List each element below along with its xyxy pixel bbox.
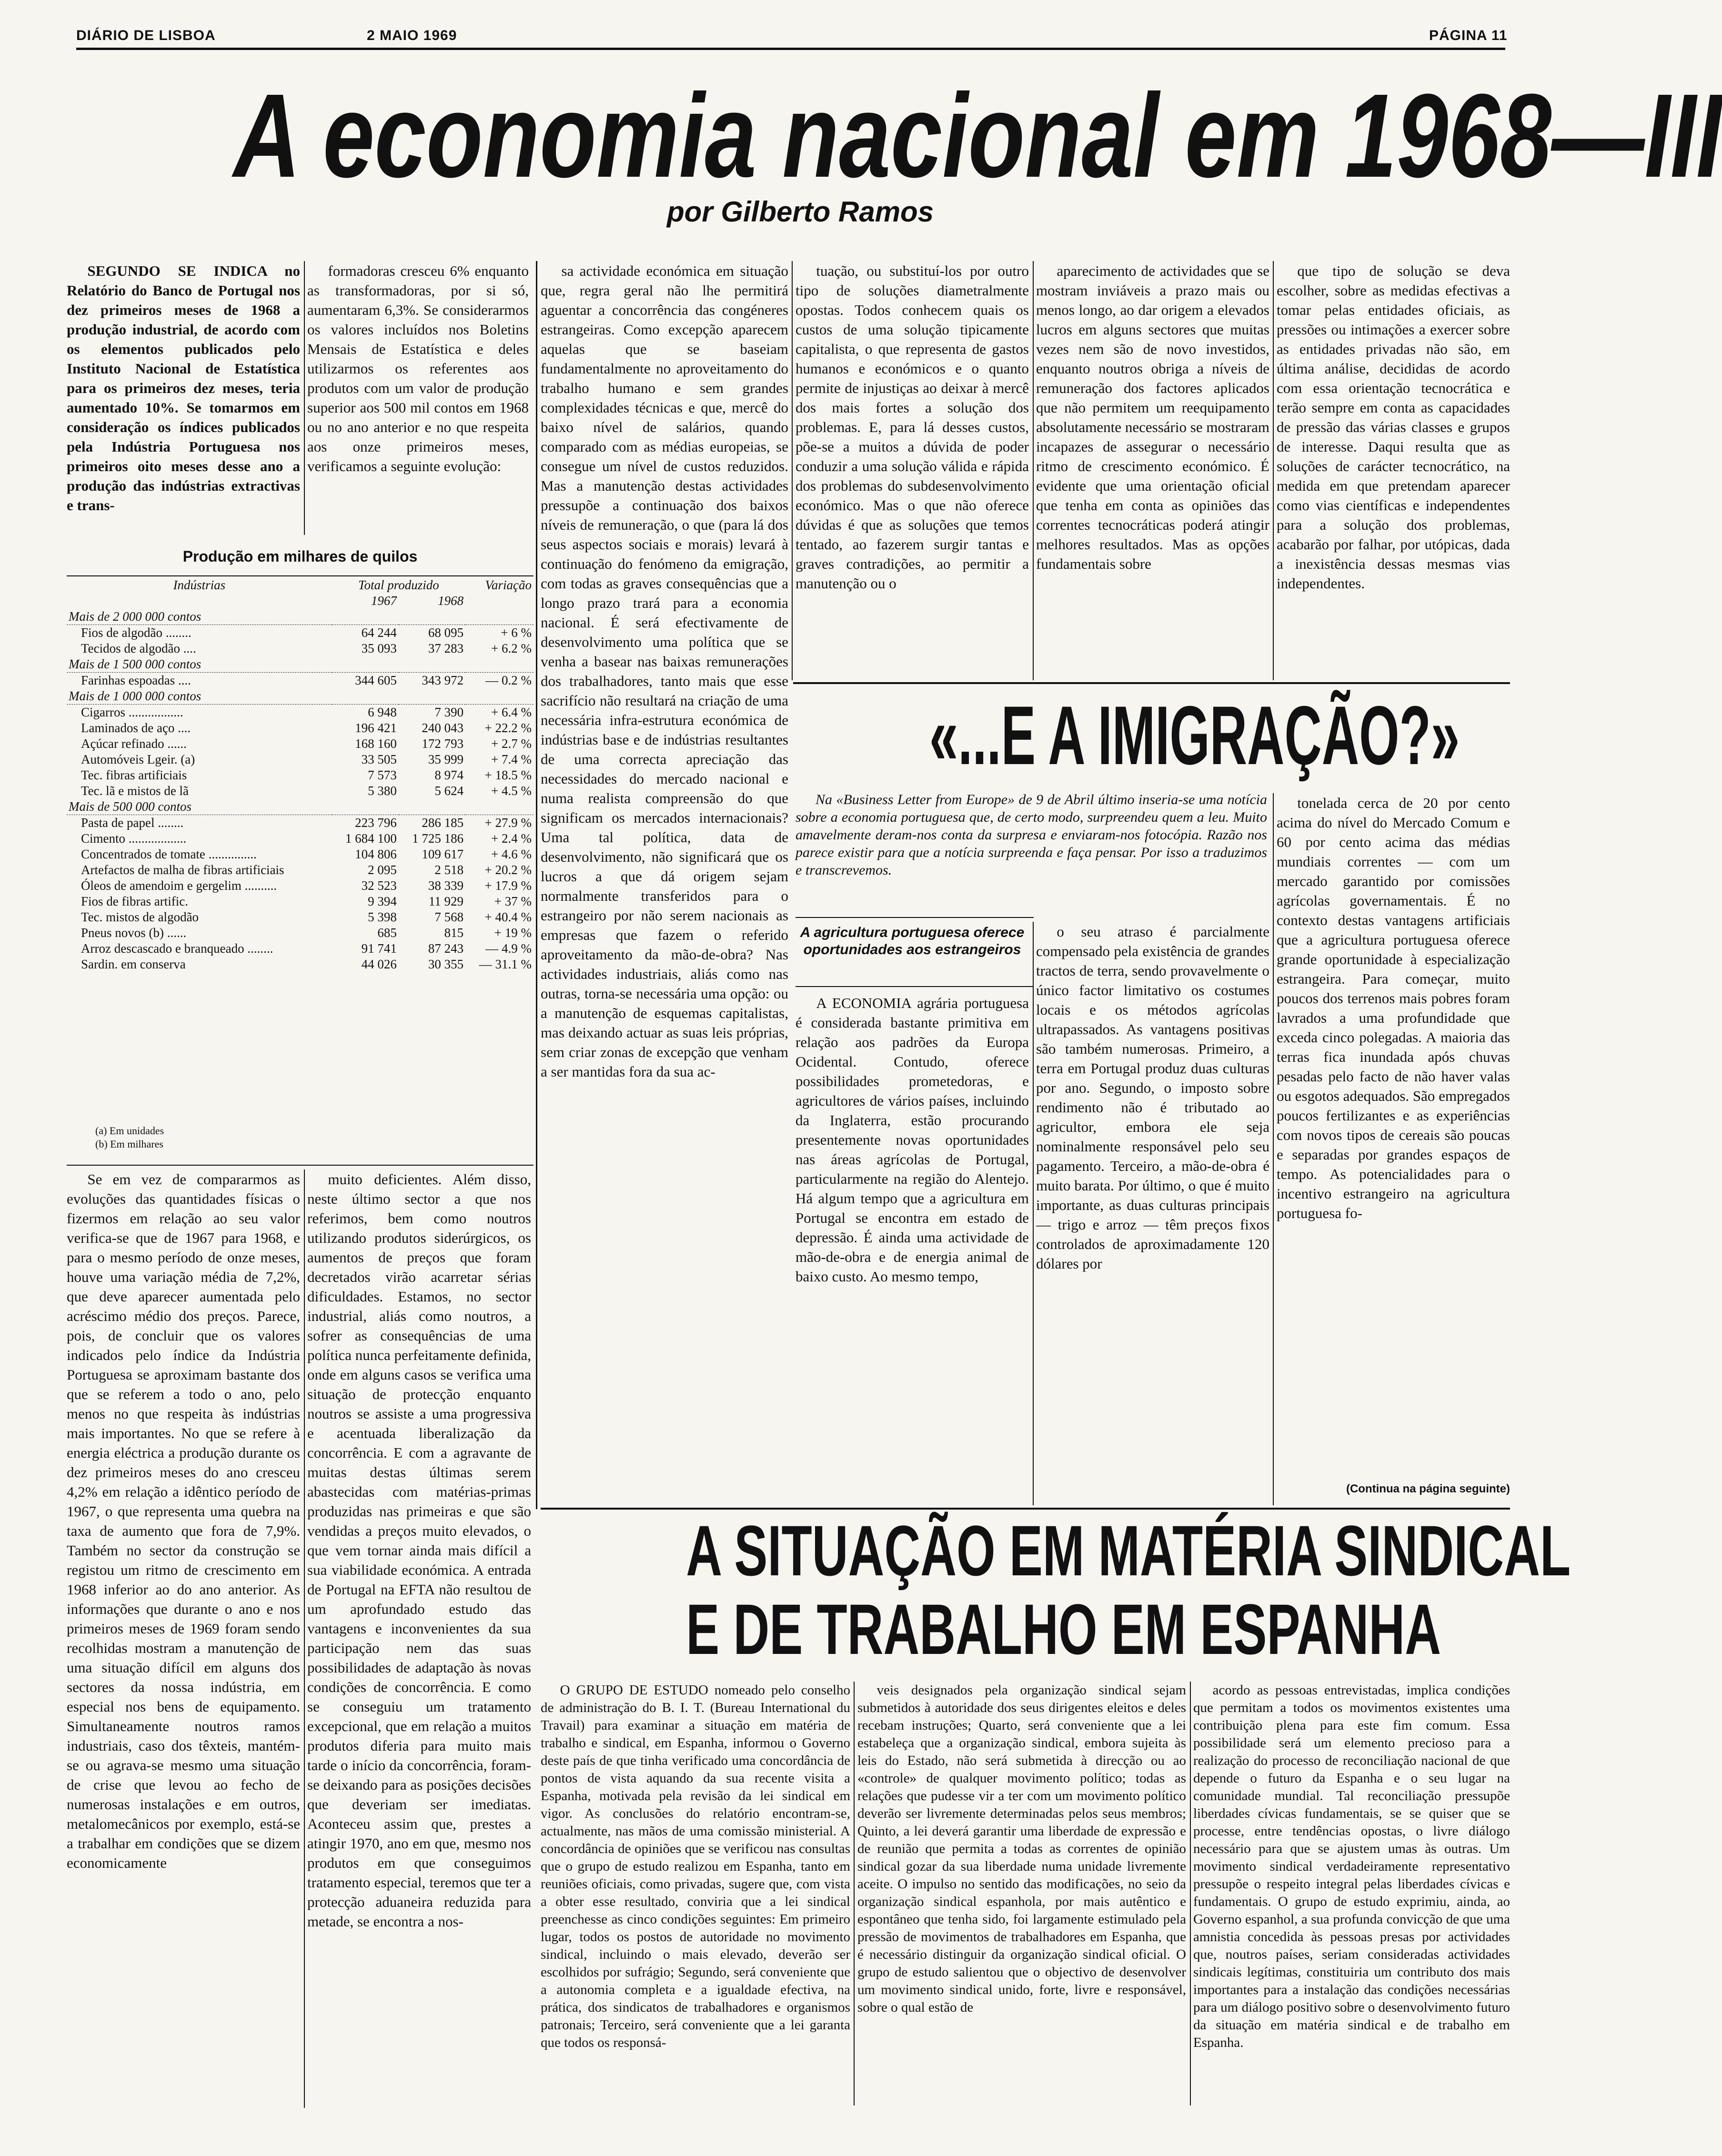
table-cell-label: Cimento ..................: [81, 831, 187, 846]
table-cell-label: Laminados de aço ....: [81, 721, 191, 735]
article1-col5: aparecimento de actividades que se mostram inviáveis a prazo mais ou menos longo, ao dar origem a elevados lucros em alguns sectores que muitas vezes nem são de novo investidos, enquanto noutros obriga a níveis de remuneração dos factores aplicados que não permitem um reequipamento absolutamente necessário se mostraram incapazes de assegurar o necessário ritmo de crescimento económico. É evidente que uma orientação oficial que tenha em conta as opiniões das correntes tecnocráticas poderá atingir melhores resultados. Mas as opções fundamentais sobre: [1036, 262, 1269, 572]
article1-col6: que tipo de solução se deva escolher, sobre as medidas efectivas a tomar pelas entidades oficiais, as pressões ou intimações a exercer sobre as entidades privadas não são, em última análise, decididas de acordo com essa orientação tecnocrática e terão sempre em conta as capacidades de pressão das várias classes e grupos de interesse. Daqui resulta que as soluções de carácter tecnocrático, na medida em que pretendam aparecer como vias científicas e independentes para a solução dos problemas, acabarão por falhar, por utópicas, dada a inexistência dessas mesmas vias independentes.: [1277, 262, 1510, 592]
table-row: [67, 705, 534, 721]
article1-col2b: muito deficientes. Além disso, neste último sector a que nos referimos, bem como noutros utilizando produtos siderúrgicos, os aumentos de preços que foram decretados virão acarretar sérias dificuldades. Estamos, no sector industrial, aliás como noutros, a sofrer as consequências de uma política nunca perfeitamente definida, onde em alguns casos se verifica uma situação de protecção enquanto noutros se assiste a uma progressiva e acentuada liberalização da concorrência. E com a agravante de muitas destas últimas serem abastecidas com matérias-primas produzidas nas primeiras e que são vendidas a preços muito elevados, o que vem tornar ainda mais difícil a sua viabilidade económica. A entrada de Portugal na EFTA não resultou de um aprofundado estudo das vantagens e inconvenientes da sua participação nem das suas possibilidades de adaptação às novas condições de concorrência. E como se conseguiu um tratamento excepcional, que em relação a muitos produtos diferia para muito mais tarde o início da concorrência, foram-se deixando para as posições decisões que deveriam ser imediatas. Aconteceu assim que, prestes a atingir 1970, ano em que, mesmo nos produtos em que conseguimos tratamento especial, teremos que ter a protecção aduaneira reduzida para metade, se encontra a nos-: [307, 1171, 531, 1930]
article2-col3: tonelada cerca de 20 por cento acima do nível do Mercado Comum e 60 por cento acima das médias mundiais correntes — com um mercado garantido por comissões agrícolas governamentais. É no contexto destas vantagens artificiais que a agricultura portuguesa oferece grande oportunidade à especialização estrangeira. Para começar, muito poucos dos terrenos mais pobres foram lavrados a uma profundidade que exceda cinco polegadas. A maioria das terras fica inundada após chuvas pesadas pelo facto de não haver valas ou esgotos adequados. São empregados poucos fertilizantes e as experiências com novos tipos de cereais são poucas e separadas por grandes espaços de tempo. As potencialidades para o incentivo estrangeiro na agricultura portuguesa fo-: [1277, 795, 1510, 1221]
article1-col4: tuação, ou substituí-los por outro tipo de soluções diametralmente opostas. Todos conhecem quais os custos de uma solução tipicamente capitalista, o que representa de gastos humanos e económicos e o quanto permite de injustiças ao deixar à mercê dos mais fortes a solução dos problemas. E, para lá desses custos, põe-se a muitos a dúvida de poder conduzir a uma solução válida e rápida dos problemas do subdesenvolvimento económico. Mas o que não oferece dúvidas é que as soluções que temos tentado, ao fazerem surgir tantas e graves contradições, ao permitir a manutenção ou o: [796, 262, 1029, 592]
table-cell-1968: 2 518: [434, 863, 464, 877]
table-note-a: (a) Em unidades: [95, 1125, 164, 1137]
table-cell-variacao: + 37 %: [494, 894, 532, 908]
table-cell-label: Tecidos de algodão ....: [81, 641, 196, 655]
table-cell-1967: 44 026: [361, 957, 397, 971]
table-cell-label: Açúcar refinado ......: [81, 736, 187, 751]
table-cell-1967: 196 421: [355, 721, 397, 735]
table-cell-1968: 5 624: [434, 784, 464, 798]
table-cell-1967: 91 741: [361, 941, 397, 956]
table-cell-label: Farinhas espoadas ....: [81, 673, 191, 687]
table-cell-variacao: + 22.2 %: [484, 721, 532, 735]
table-row: [67, 925, 534, 941]
table-cell-label: Óleos de amendoim e gergelim ..........: [81, 878, 277, 893]
table-cell-1968: 30 355: [428, 957, 464, 971]
table-cell-label: Tec. lã e mistos de lã: [81, 784, 189, 798]
table-cell-variacao: + 18.5 %: [484, 768, 532, 782]
article2-subhead: A agricultura portuguesa oferece oportunidades aos estrangeiros: [800, 925, 1025, 957]
col-header-1967: 1967: [371, 594, 397, 608]
table-row: [67, 909, 534, 925]
table-group-label: Mais de 1 500 000 contos: [67, 656, 534, 673]
table-cell-1967: 685: [377, 926, 397, 940]
table-row: [67, 862, 534, 878]
table-cell-label: Pneus novos (b) ......: [81, 926, 187, 940]
article2-title: «...E A IMIGRAÇÃO?»: [929, 689, 1460, 782]
article1-col3: sa actividade económica em situação que, regra geral não lhe permitirá aguentar a concorrência das congéneres estrangeiras. Como excepção aparecem aquelas que se baseiam fundamentalmente no aproveitamento do trabalho humano e sem grandes complexidades técnicas e que, mercê do baixo nível de salários, quando comparado com as médias europeias, se consegue um nível de custos reduzidos. Mas a manutenção destas actividades pressupõe a continuação dos baixos níveis de remuneração, o que (para lá dos seus aspectos sociais e morais) levará à continuação do fenómeno da emigração, com todas as graves consequências que a longo prazo trará para a economia nacional. É será efectivamente de desenvolvimento uma política que se venha a basear nas baixas remunerações dos trabalhadores, tanto mais que esse sacrifício não resultará na criação de uma necessária infra-estrutura económica de indústrias base e de indústrias resultantes de uma correcta apreciação das necessidades do mercado nacional e numa realista compreensão do que significam os mercados internacionais? Uma tal política, data de desenvolvimento, não significará que os lucros a que dá origem sejam normalmente transferidos para o estrangeiro por não serem nacionais as empresas que fazem o referido aproveitamento da mão-de-obra? Nas actividades industriais, aliás como nas outras, torna-se necessária uma opção: ou a manutenção de esquemas capitalistas, mas deixando actuar as suas leis próprias, sem criar zonas de excepção que venham a ser mantidas fora da sua ac-: [541, 262, 788, 1080]
table-cell-label: Tec. mistos de algodão: [81, 910, 199, 924]
article3-col3: acordo as pessoas entrevistadas, implica condições que permitam a todos os movimentos existentes uma contribuição plena para este fim comum. Essa possibilidade será um elemento precioso para a realização do processo de reconciliação nacional de que depende o futuro da Espanha e o seu lugar na comunidade mundial. Tal reconciliação pressupõe liberdades cívicas fundamentais, se se quiser que se processe, entre tendências opostas, o livre diálogo necessário para que se ajustem umas às outras. Um movimento sindical verdadeiramente representativo pressupõe o respeito integral pelas liberdades cívicas e fundamentais. O grupo de estudo exprimiu, ainda, ao Governo espanhol, a sua profunda convicção de que uma amnistia concedida às pessoas presas por actividades que, noutros países, seriam consideradas actividades sindicais legítimas, constituiria um contributo dos mais importantes para a instalação das condições necessárias para um diálogo positivo sobre o desenvolvimento futuro da situação em matéria sindical e de trabalho em Espanha.: [1193, 1682, 1510, 2050]
table-cell-variacao: + 27.9 %: [484, 816, 532, 830]
table-title: Produção em milhares de quilos: [182, 548, 418, 565]
table-row: [67, 720, 534, 736]
article3-title-line1: A SITUAÇÃO EM MATÉRIA SINDICAL: [686, 1511, 1571, 1591]
table-row: [67, 815, 534, 831]
table-cell-variacao: + 4.6 %: [491, 847, 532, 861]
table-cell-variacao: — 4.9 %: [485, 941, 532, 956]
table-cell-label: Arroz descascado e branqueado ........: [81, 941, 273, 956]
issue-date: 2 MAIO 1969: [367, 28, 457, 43]
page-number: PÁGINA 11: [1429, 28, 1508, 43]
table-cell-1968: 37 283: [428, 641, 464, 655]
article2-col1: A ECONOMIA agrária portuguesa é considerada bastante primitiva em relação aos padrões da Europa Ocidental. Contudo, oferece possibilidades prometedoras, e agricultores de vários países, incluindo da Inglaterra, estão procurando presentemente novas oportunidades nas áreas agrícolas de Portugal, particularmente na região do Alentejo. Há algum tempo que a agricultura em Portugal se encontra em estado de depressão. É ainda uma actividade de mão-de-obra e de energia animal de baixo custo. Ao mesmo tempo,: [796, 995, 1029, 1285]
table-cell-1968: 815: [444, 926, 464, 940]
table-cell-1967: 168 160: [355, 736, 397, 751]
table-cell-1968: 343 972: [422, 673, 464, 687]
table-notes: [95, 1124, 164, 1151]
table-cell-variacao: — 0.2 %: [485, 673, 532, 687]
table-cell-1968: 87 243: [428, 941, 464, 956]
table-row: [67, 783, 534, 799]
table-cell-variacao: + 7.4 %: [491, 752, 532, 766]
table-row: [67, 625, 534, 641]
table-cell-1967: 104 806: [355, 847, 397, 861]
table-row: [67, 831, 534, 846]
table-row: [67, 957, 534, 972]
table-cell-1968: 35 999: [428, 752, 464, 766]
continued-note: (Continua na página seguinte): [1346, 1482, 1510, 1495]
table-cell-variacao: + 2.4 %: [491, 831, 532, 846]
table-cell-label: Concentrados de tomate ...............: [81, 847, 257, 861]
table-cell-1967: 9 394: [368, 894, 397, 908]
table-cell-variacao: + 17.9 %: [484, 878, 532, 893]
table-cell-1967: 64 244: [361, 625, 397, 640]
table-cell-variacao: + 2.7 %: [491, 736, 532, 751]
article1-byline: por Gilberto Ramos: [667, 196, 934, 228]
table-cell-variacao: + 6.4 %: [491, 705, 532, 719]
table-cell-variacao: — 31.1 %: [479, 957, 532, 971]
article1-col1: SEGUNDO SE INDICA no Relatório do Banco de Portugal nos dez primeiros meses de 1968 a produção industrial, de acordo com os elementos publicados pelo Instituto Nacional de Estatística para os primeiros dez meses, teria aumentado 10%. Se tomarmos em consideração os índices publicados pela Indústria Portuguesa nos primeiros oito meses desse ano a produção das indústrias extractivas e trans-: [67, 262, 300, 514]
table-cell-variacao: + 6.2 %: [491, 641, 532, 655]
table-cell-label: Cigarros .................: [81, 705, 183, 719]
table-cell-1968: 8 974: [434, 768, 464, 782]
table-row: [67, 894, 534, 909]
col-header-industrias: Indústrias: [173, 578, 226, 592]
table-cell-1967: 35 093: [361, 641, 397, 655]
table-cell-label: Sardin. em conserva: [81, 957, 186, 971]
table-cell-variacao: + 20.2 %: [484, 863, 532, 877]
table-group-label: Mais de 2 000 000 contos: [67, 609, 534, 625]
article2-intro: Na «Business Letter from Europe» de 9 de Abril último inseria-se uma notícia sobre a economia portuguesa que, de certo modo, surpreendeu quem a leu. Muito amavelmente deram-nos conta da surpresa e enviaram-nos fotocópia. Razão nos parece existir para que a notícia surpreenda e faça pensar. Por isso a traduzimos e transcrevemos.: [796, 792, 1267, 878]
article3-col1: O GRUPO DE ESTUDO nomeado pelo conselho de administração do B. I. T. (Bureau International du Travail) para examinar a situação em matéria de trabalho e sindical, em Espanha, informou o Governo deste país de que tinha verificado uma concordância de pontos de vista aquando da sua recente visita a Espanha, motivada pela revisão da lei sindical em vigor. As conclusões do relatório encontram-se, actualmente, nas mãos de uma comissão ministerial. A concordância de opiniões que se verificou nas consultas que o grupo de estudo realizou em Espanha, tanto em reuniões oficiais, como privadas, sugere que, com vista a obter esse resultado, conviria que a lei sindical preenchesse as cinco condições seguintes: Em primeiro lugar, todos os postos de autoridade no movimento sindical, incluindo o mais elevado, deverão ser escolhidos por sufrágio; Segundo, será conveniente que a autonomia completa e a igualdade efectiva, na prática, dos sindicatos de trabalhadores e organismos patronais; Terceiro, será conveniente que a lei garanta que todos os responsá-: [541, 1682, 850, 2050]
table-row: [67, 736, 534, 752]
table-group-label: Mais de 1 000 000 contos: [67, 688, 534, 705]
article1-col2: formadoras cresceu 6% enquanto as transformadoras, por si só, aumentaram 6,3%. Se considerarmos os valores incluídos nos Boletins Mensais de Estatística e deles utilizarmos os referentes aos produtos com um valor de produção superior aos 500 mil contos em 1968 ou no ano anterior e no que respeita aos onze primeiros meses, verificamos a seguinte evolução:: [307, 262, 529, 474]
table-row: [67, 752, 534, 767]
table-cell-label: Tec. fibras artificiais: [81, 768, 187, 782]
table-group-label: Mais de 500 000 contos: [67, 799, 534, 815]
table-row: [67, 641, 534, 656]
table-cell-1967: 344 605: [355, 673, 397, 687]
table-cell-1967: 6 948: [368, 705, 397, 719]
table-cell-1967: 5 380: [368, 784, 397, 798]
table-cell-1968: 68 095: [428, 625, 464, 640]
table-cell-1967: 223 796: [355, 816, 397, 830]
article3-col2: veis designados pela organização sindical sejam submetidos à autoridade dos seus dirigentes eleitos e deles recebam instruções; Quarto, será conveniente que a lei estabeleça que a organização sindical, embora sujeita às leis do Estado, não será submetida à direcção ou ao «controle» de qualquer movimento político; todas as relações que pudesse vir a ter com um movimento político deverão ser livremente determinadas pelos seus membros; Quinto, a lei deverá garantir uma liberdade de expressão e de reunião que permita a todas as correntes de opinião sindical gozar da sua liberdade numa unidade livremente aceite. O impulso no sentido das modificações, no seio da organização sindical espanhola, por mais autêntico e espontâneo que tenha sido, foi largamente estimulado pela pressão de movimentos de trabalhadores em Espanha, que é necessário distinguir da organização sindical oficial. O grupo de estudo salientou que o objectivo de desenvolver um movimento sindical unido, forte, livre e responsável, sobre o qual estão de: [857, 1682, 1186, 2015]
table-cell-label: Fios de fibras artific.: [81, 894, 188, 908]
table-cell-1968: 286 185: [422, 816, 464, 830]
article3-title-line2: E DE TRABALHO EM ESPANHA: [686, 1589, 1441, 1669]
table-cell-1967: 2 095: [368, 863, 397, 877]
table-cell-1968: 1 725 186: [412, 831, 464, 846]
table-cell-label: Automóveis Lgeir. (a): [81, 752, 195, 766]
col-header-1968: 1968: [438, 594, 464, 608]
table-row: [67, 941, 534, 957]
table-cell-1968: 109 617: [422, 847, 464, 861]
col-header-variacao: Variação: [485, 578, 532, 592]
column-divider: [304, 261, 305, 535]
table-cell-1968: 11 929: [428, 894, 464, 908]
table-cell-1968: 38 339: [428, 878, 464, 893]
header-rule: [76, 48, 1505, 50]
table-group-row: [67, 609, 534, 625]
table-note-b: (b) Em milhares: [95, 1138, 163, 1150]
table-cell-label: Artefactos de malha de fibras artificiais: [81, 863, 284, 877]
article1-col1b: Se em vez de compararmos as evoluções das quantidades físicas o fizermos em relação ao seu valor verifica-se que de 1967 para 1968, e para o mesmo período de onze meses, houve uma variação média de 7,2%, que deve aparecer aumentada pelo acréscimo médio dos preços. Parece, pois, de concluir que os valores indicados pelo índice da Indústria Portuguesa se aproximam bastante dos que se referem a todo o ano, pelo menos no que respeita às indústrias mais importantes. No que se refere à energia eléctrica a produção durante os dez primeiros meses do ano cresceu 4,2% em relação a idêntico período de 1967, o que representa uma quebra na taxa de aumento que fora de 7,9%. Também no sector da construção se registou um ritmo de crescimento em 1968 inferior ao do ano anterior. As informações que durante o ano e nos primeiros meses de 1969 foram sendo recolhidas mostram a manutenção de uma situação difícil em alguns dos sectores da nossa indústria, em especial nos bens de equipamento. Simultaneamente noutros ramos industriais, caso dos têxteis, mantém-se ou agrava-se mesmo uma situação de crise que levou ao fecho de numerosas instalações e em outros, metalomecânicos por exemplo, está-se a trabalhar em condições que se dizem economicamente: [67, 1171, 300, 1871]
newspaper-name: DIÁRIO DE LISBOA: [76, 28, 216, 43]
col-header-total: Total produzido: [358, 578, 439, 592]
table-cell-1967: 1 684 100: [345, 831, 397, 846]
table-cell-1967: 7 573: [368, 768, 397, 782]
table-row: [67, 767, 534, 783]
table-cell-label: Fios de algodão ........: [81, 625, 191, 640]
table-cell-1967: 33 505: [361, 752, 397, 766]
table-cell-1968: 172 793: [422, 736, 464, 751]
table-group-row: [67, 799, 534, 815]
table-cell-1967: 32 523: [361, 878, 397, 893]
table-cell-variacao: + 40.4 %: [484, 910, 532, 924]
table-row: [67, 673, 534, 689]
production-table: [67, 577, 534, 972]
table-cell-variacao: + 19 %: [494, 926, 532, 940]
table-group-row: [67, 656, 534, 673]
table-row: [67, 878, 534, 894]
table-cell-variacao: + 6 %: [501, 625, 532, 640]
table-cell-1968: 7 390: [434, 705, 464, 719]
table-cell-label: Pasta de papel ........: [81, 816, 184, 830]
table-cell-1968: 240 043: [422, 721, 464, 735]
table-row: [67, 846, 534, 862]
article2-col2: o seu atraso é parcialmente compensado pela existência de grandes tractos de terra, sendo provavelmente o único factor limitativo os costumes locais e os métodos agrícolas ultrapassados. As vantagens positivas são também numerosas. Primeiro, a terra em Portugal produz duas culturas por ano. Segundo, o imposto sobre rendimento não é tributado ao agricultor, embora ele seja nominalmente responsável pelo seu pagamento. Terceiro, a mão-de-obra é muito barata. Por último, o que é muito importante, as duas culturas principais — trigo e arroz — têm preços fixos controlados de aproximadamente 120 dólares por: [1036, 923, 1269, 1272]
table-cell-variacao: + 4.5 %: [491, 784, 532, 798]
table-group-row: [67, 688, 534, 705]
table-cell-1968: 7 568: [434, 910, 464, 924]
table-cell-1967: 5 398: [368, 910, 397, 924]
article1-title: A economia nacional em 1968—III: [233, 69, 1722, 202]
